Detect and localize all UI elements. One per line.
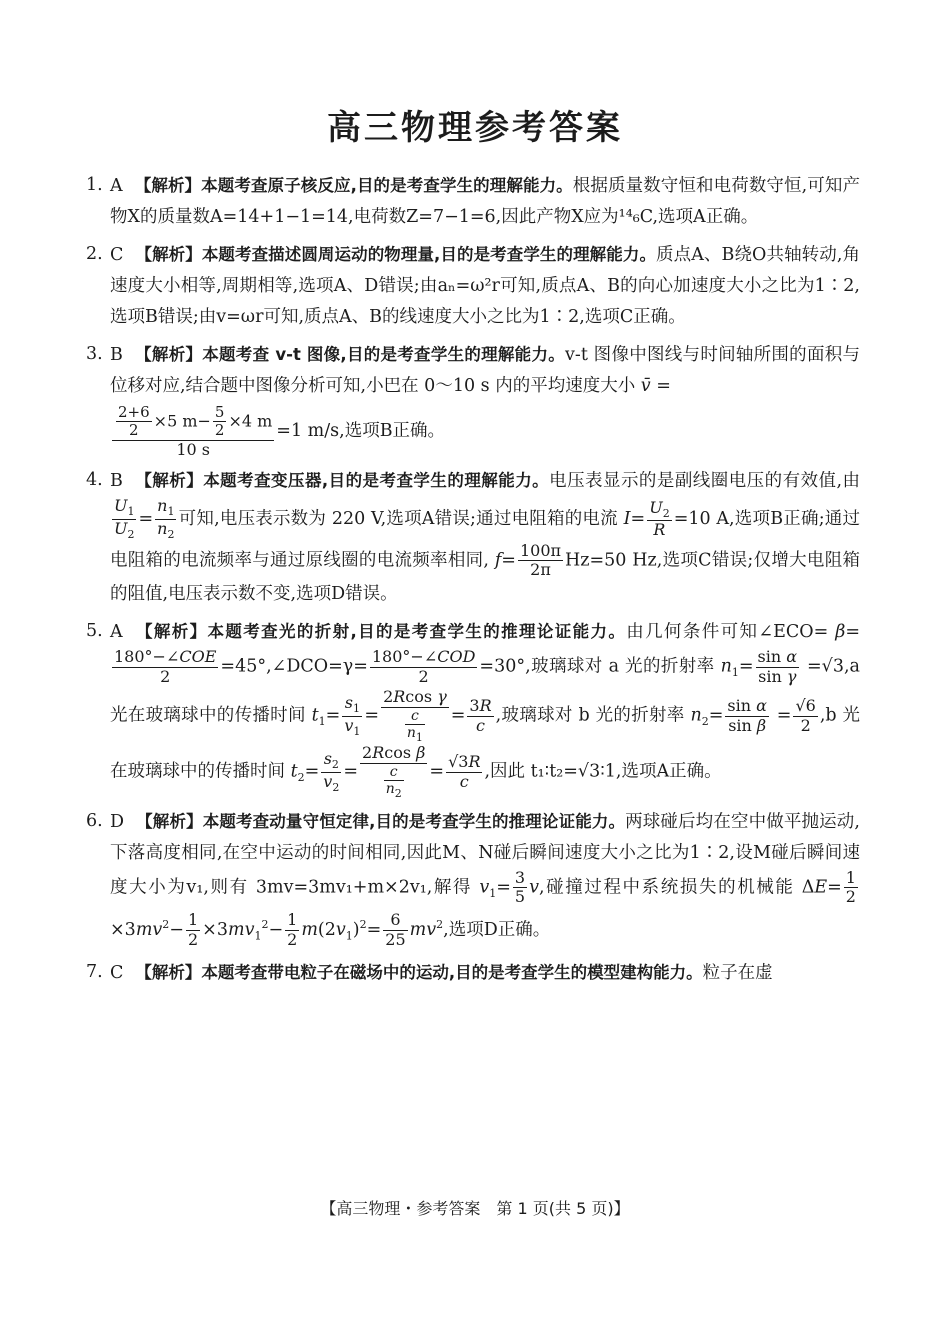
analysis-tag: 【解析】 (135, 963, 202, 983)
item-number: 3. (86, 344, 103, 364)
answer-item-2 (88, 239, 860, 333)
fraction: $\frac{s_1}{v_1}$ (344, 692, 361, 738)
item-number: 6. (86, 811, 103, 832)
analysis-lead: 本题考查描述圆周运动的物理量,目的是考查学生的理解能力。 (201, 245, 657, 264)
analysis-body: ,碰撞过程中系统损失的机械能 (538, 877, 795, 898)
analysis-tag: 【解析】 (135, 245, 202, 264)
fraction: $\frac{\text{sin α}}{\text{sin β}}$ (727, 696, 767, 735)
answer-item-5: 5. A 【解析】本题考查光的折射,目的是考查学生的推理论证能力。由几何条件可知∠ECO= β= $\frac{\text{180°−∠COE}}{2}$ =45°,∠DCO=γ= $\frac{\text{180°−∠COD}}{2}$ =30°,玻璃球对 a 光的折射率 $n_1=$ $\frac{\text{sin α}}{\text{sin γ}}$ =√3,a 光在玻璃球中的传播时间 $t_1=$ $\frac{s_1}{v_1}$ = $\frac{\text{2Rcos γ}}{\frac{c}{n_1}}$ = $\frac{3R}{c}$ ,玻璃球对 b 光的折射率 $n_2=$ $\frac{\text{sin α}}{\text{sin β}}$ = $\frac{√6}{2}$ ,b 光在玻璃球中的传播时间 $t_2=$ $\frac{s_2}{v_2}$ = $\frac{\text{2Rcos β}}{\frac{c}{n_2}}$ = $\frac{√3R}{c}$ ,因此 t₁∶t₂=√3∶1,选项A正确。 (88, 616, 860, 800)
analysis-lead: 本题考查原子核反应,目的是考查学生的理解能力。 (201, 176, 573, 195)
analysis-body: ,玻璃球对 b 光的折射率 (495, 705, 685, 726)
answer-item-7 (88, 957, 860, 989)
fraction: $\frac{√3R}{c}$ (448, 752, 481, 791)
analysis-body: ,选项D正确。 (443, 919, 551, 940)
analysis-body: Hz=50 Hz,选项C错误;仅增大电阻箱的阻值,电压表示数不变,选项D错误。 (110, 549, 860, 605)
fraction: $\frac{1}{2}$ (187, 910, 199, 949)
analysis-lead: 本题考查带电粒子在磁场中的运动,目的是考查学生的模型建构能力。 (201, 963, 703, 983)
fraction: $\frac{6}{25}$ (385, 910, 406, 949)
fraction: $\frac{U_1}{U_2}$ (114, 495, 135, 541)
analysis-body: 可知,电压表示数为 220 V,选项A错误;通过电阻箱的电流 (178, 508, 618, 529)
analysis-tag: 【解析】 (134, 345, 203, 364)
analysis-lead: 本题考查动量守恒定律,目的是考查学生的推理论证能力。 (202, 812, 626, 832)
answer-letter: D (110, 812, 125, 833)
answer-item-3 (88, 339, 860, 459)
analysis-body: v-t 图像中图线与时间轴所围的面积与位移对应,结合题中图像分析可知,小巴在 0～10 s 内的平均速度大小 (110, 345, 861, 396)
analysis-body: 粒子在虚 (702, 963, 773, 984)
page-title: 高三物理参考答案 (327, 108, 623, 148)
fraction: $\frac{\text{180°−∠COD}}{2}$ (371, 647, 476, 686)
fraction: $\frac{3}{5}$ (514, 868, 526, 907)
answer-item-4: 4. B 【解析】本题考查变压器,目的是考查学生的理解能力。电压表显示的是副线圈电压的有效值,由 $\frac{U_1}{U_2}$ = $\frac{n_1}{n_2}$ 可知,电压表示数为 220 V,选项A错误;通过电阻箱的电流 I= $\frac{U_2}{R}$ =10 A,选项B正确;通过电阻箱的电流频率与通过原线圈的电流频率相同, f= $\frac{100\pi}{2\pi}$ Hz=50 Hz,选项C错误;仅增大电阻箱的阻值,电压表示数不变,选项D错误。 (88, 465, 860, 610)
item-number: 4. (86, 469, 103, 490)
analysis-body: =30°,玻璃球对 a 光的折射率 (479, 656, 715, 677)
fraction: $\frac{1}{2}$ (845, 868, 856, 907)
fraction: $\frac{1}{2}$ (287, 910, 298, 949)
analysis-body: =45°,∠DCO=γ= (220, 656, 368, 677)
fraction: $\frac{\text{2Rcos β}}{\frac{c}{n_2}}$ (362, 743, 426, 800)
fraction: $\frac{n_1}{n_2}$ (157, 495, 175, 541)
fraction: $\frac{100\pi}{2\pi}$ (519, 540, 562, 579)
fraction: $\frac{\text{2Rcos γ}}{\frac{c}{n_1}}$ (383, 687, 447, 744)
analysis-body: 电压表显示的是副线圈电压的有效值,由 (549, 470, 861, 491)
average-velocity-formula (110, 404, 860, 459)
formula-tail: =1 m/s,选项B正确。 (276, 420, 446, 441)
item-number: 1. (86, 175, 103, 195)
analysis-body: 质点A、B绕O共轴转动,角速度大小相等,周期相等,选项A、D错误;由aₙ=ω²r可知,质点A、B的向心加速度大小之比为1∶2,选项B错误;由v=ωr可知,质点A、B的线速度大小之比为1∶2,选项C正确。 (110, 245, 860, 327)
fraction: $\frac{3R}{c}$ (469, 696, 492, 735)
answer-letter: B (110, 345, 123, 365)
analysis-body: ,b 光在玻璃球中的传播时间 (110, 705, 860, 782)
analysis-tag: 【解析】 (134, 622, 208, 642)
analysis-body: =√3,a 光在玻璃球中的传播时间 (110, 656, 860, 726)
item-number: 7. (86, 962, 103, 983)
item-number: 2. (86, 244, 103, 264)
answer-item-1 (88, 170, 860, 233)
analysis-body: 两球碰后均在空中做平抛运动,下落高度相同,在空中运动的时间相同,因此M、N碰后瞬间速度大小之比为1∶2,设M碰后瞬间速度大小为v₁,则有 3mv=3mv₁+m×2v₁,解得 (110, 812, 860, 898)
answer-letter: A (110, 622, 123, 643)
analysis-body: 由几何条件可知∠ECO= (626, 622, 829, 643)
answer-letter: C (110, 245, 124, 265)
analysis-lead: 本题考查变压器,目的是考查学生的理解能力。 (203, 470, 550, 490)
fraction: $\frac{√6}{2}$ (795, 696, 816, 735)
answer-letter: A (110, 176, 123, 196)
analysis-tag: 【解析】 (134, 470, 204, 490)
analysis-body: ,因此 t₁∶t₂=√3∶1,选项A正确。 (484, 761, 722, 782)
fraction: $\frac{2+6}{2}$ ×5 m− $\frac{5}{2}$ ×4 m 10 s (112, 404, 274, 459)
fraction: $\frac{\text{180°−∠COE}}{2}$ (114, 647, 217, 686)
answer-letter: C (110, 963, 124, 984)
analysis-body: =10 A,选项B正确;通过电阻箱的电流频率与通过原线圈的电流频率相同, (110, 508, 861, 570)
fraction: $\frac{\text{sin α}}{\text{sin γ}}$ (757, 647, 798, 686)
answer-letter: B (110, 470, 123, 491)
analysis-body: 根据质量数守恒和电荷数守恒,可知产物X的质量数A=14+1−1=14,电荷数Z=7−1=6,因此产物X应为¹⁴₆C,选项A正确。 (110, 176, 861, 227)
analysis-lead: 本题考查光的折射,目的是考查学生的推理论证能力。 (207, 622, 627, 642)
average-velocity-symbol: v̄ = (640, 376, 671, 396)
item-number: 5. (86, 621, 103, 642)
analysis-lead: 本题考查 v-t 图像,目的是考查学生的理解能力。 (202, 345, 566, 364)
fraction: $\frac{U_2}{R}$ (649, 497, 670, 540)
analysis-tag: 【解析】 (134, 176, 202, 195)
answer-item-6: 6. D 【解析】本题考查动量守恒定律,目的是考查学生的推理论证能力。两球碰后均在空中做平抛运动,下落高度相同,在空中运动的时间相同,因此M、N碰后瞬间速度大小之比为1∶2,设M碰后瞬间速度大小为v₁,则有 3mv=3mv₁+m×2v₁,解得 $v_1=$ $\frac{3}{5}$ v,碰撞过程中系统损失的机械能 ΔE= $\frac{1}{2}$ $\times 3mv^2-$ $\frac{1}{2}$ $\times 3mv_1^2-$ $\frac{1}{2}$ $m(2v_1)^2=$ $\frac{6}{25}$ $mv^2$,选项D正确。 (88, 806, 860, 951)
analysis-tag: 【解析】 (136, 812, 203, 832)
fraction: $\frac{s_2}{v_2}$ (323, 748, 340, 794)
page-footer: 【高三物理・参考答案 第 1 页(共 5 页)】 (320, 1199, 630, 1218)
answer-list (88, 170, 860, 995)
